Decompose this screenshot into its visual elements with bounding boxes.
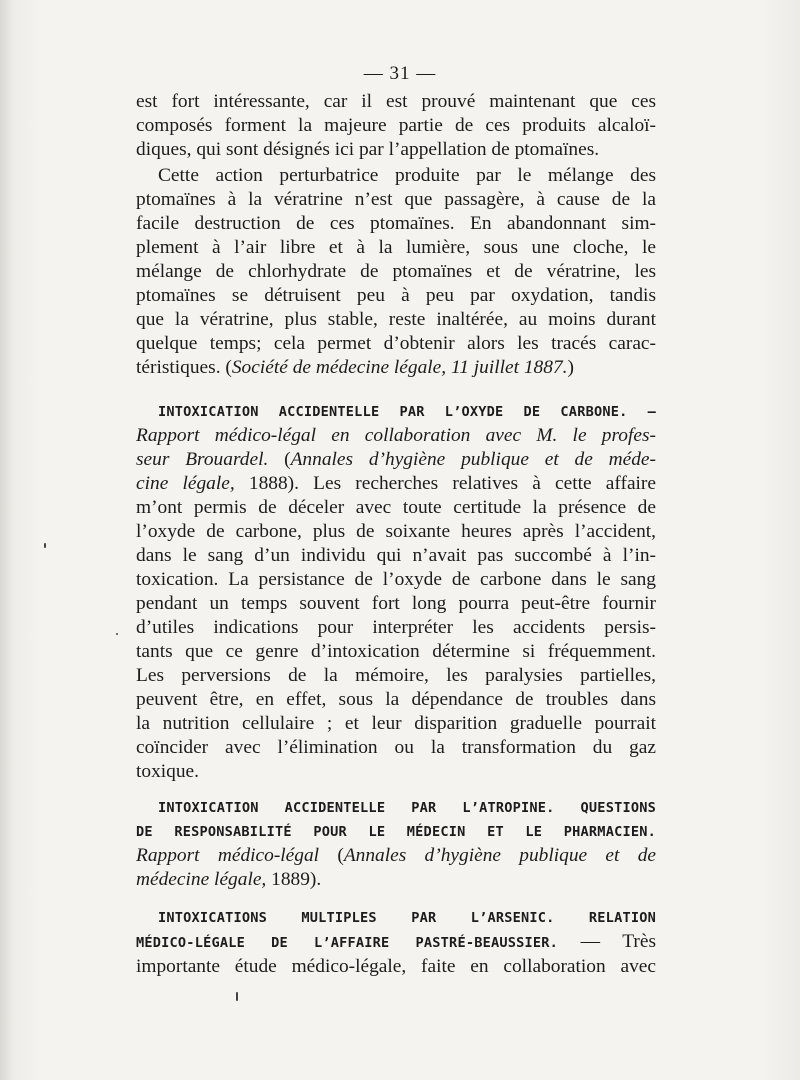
page-number: — 31 — xyxy=(363,63,437,84)
text-line: pendant un temps souvent fort long pourra peut-être fournir xyxy=(136,593,656,614)
citation: Annales d’hygiène publique et de xyxy=(343,845,656,866)
section-heading: INTOXICATION ACCIDENTELLE PAR L’ATROPINE. QUESTIONS xyxy=(158,800,656,816)
paragraph-1 xyxy=(136,90,656,162)
citation: Société de médecine légale, 11 juillet 1887. xyxy=(231,357,568,378)
citation: Rapport médico-légal xyxy=(136,845,320,866)
text-line: quelque temps; cela permet d’obtenir alors les tracés carac- xyxy=(136,333,656,354)
scan-speck xyxy=(116,633,118,635)
section-heading: INTOXICATION ACCIDENTELLE PAR L’OXYDE DE CARBONE. — xyxy=(158,404,656,420)
text-line: ptomaïnes à la vératrine n’est que passagère, à cause de la xyxy=(136,189,656,210)
text-line: Cette action perturbatrice produite par le mélange des xyxy=(158,165,656,186)
text-line: plement à l’air libre et à la lumière, sous une cloche, le xyxy=(136,237,656,258)
text-fragment: 1888). Les recherches relatives à cette affaire xyxy=(234,473,656,494)
scan-speck xyxy=(236,992,238,1001)
text-line: tants que ce genre d’intoxication détermine si fréquemment. xyxy=(136,641,656,662)
text-line: ptomaïnes se détruisent peu à peu par oxydation, tandis xyxy=(136,285,656,306)
section-heading: DE RESPONSABILITÉ POUR LE MÉDECIN ET LE PHARMACIEN. xyxy=(136,824,656,840)
text-line: est fort intéressante, car il est prouvé maintenant que ces xyxy=(136,91,656,112)
section-heading: MÉDICO-LÉGALE DE L’AFFAIRE PASTRÉ-BEAUSSIER. xyxy=(136,935,559,951)
paragraph-2 xyxy=(136,164,656,380)
text-line: diques, qui sont désignés ici par l’appellation de ptomaïnes. xyxy=(136,139,600,160)
text-line: toxication. La persistance de l’oxyde de carbone dans le sang xyxy=(136,569,656,590)
text-line: coïncider avec l’élimination ou la transformation du gaz xyxy=(136,737,656,758)
section-arsenic xyxy=(136,906,656,979)
text-fragment: ) xyxy=(567,357,574,378)
text-line: peuvent être, en effet, sous la dépendance de troubles dans xyxy=(136,689,656,710)
text-line: toxique. xyxy=(136,761,200,782)
text-line: Les perversions de la mémoire, les paralysies partielles, xyxy=(136,665,656,686)
text-fragment: ( xyxy=(268,449,291,470)
citation: seur Brouardel. xyxy=(136,449,269,470)
citation: Annales d’hygiène publique et de méde- xyxy=(290,449,656,470)
text-line: dans le sang d’un individu qui n’avait pas succombé à l’in- xyxy=(136,545,656,566)
text-line: d’utiles indications pour interpréter les accidents persis- xyxy=(136,617,656,638)
text-fragment: — Très xyxy=(558,931,657,952)
text-line: l’oxyde de carbone, plus de soixante heures après l’accident, xyxy=(136,521,656,542)
text-line xyxy=(136,844,656,868)
text-line: la nutrition cellulaire ; et leur disparition graduelle pourrait xyxy=(136,713,656,734)
citation: cine légale, xyxy=(136,473,235,494)
text-line: facile destruction de ces ptomaïnes. En abandonnant sim- xyxy=(136,213,656,234)
text-line: importante étude médico-légale, faite en collaboration avec xyxy=(136,956,656,977)
text-line: composés forment la majeure partie de ces produits alcaloï- xyxy=(136,115,656,136)
text-line: m’ont permis de déceler avec toute certitude la présence de xyxy=(136,497,656,518)
text-line xyxy=(136,472,656,496)
text-fragment: téristiques. ( xyxy=(136,357,232,378)
section-atropine xyxy=(136,796,656,892)
citation: médecine légale, xyxy=(136,869,267,890)
text-line xyxy=(136,356,656,380)
text-fragment: 1889). xyxy=(266,869,322,890)
citation: Rapport médico-légal en collaboration avec M. le profes- xyxy=(136,425,656,446)
scan-speck xyxy=(44,543,46,548)
text-line xyxy=(136,868,656,892)
section-heading: INTOXICATIONS MULTIPLES PAR L’ARSENIC. RELATION xyxy=(158,910,656,926)
text-line xyxy=(136,424,656,448)
text-line: mélange de chlorhydrate de ptomaïnes et de vératrine, les xyxy=(136,261,656,282)
section-carbon-monoxide xyxy=(136,400,656,784)
text-line: que la vératrine, plus stable, reste inaltérée, au moins durant xyxy=(136,309,656,330)
text-line xyxy=(136,448,656,472)
text-fragment: ( xyxy=(319,845,344,866)
text-line xyxy=(136,930,656,955)
